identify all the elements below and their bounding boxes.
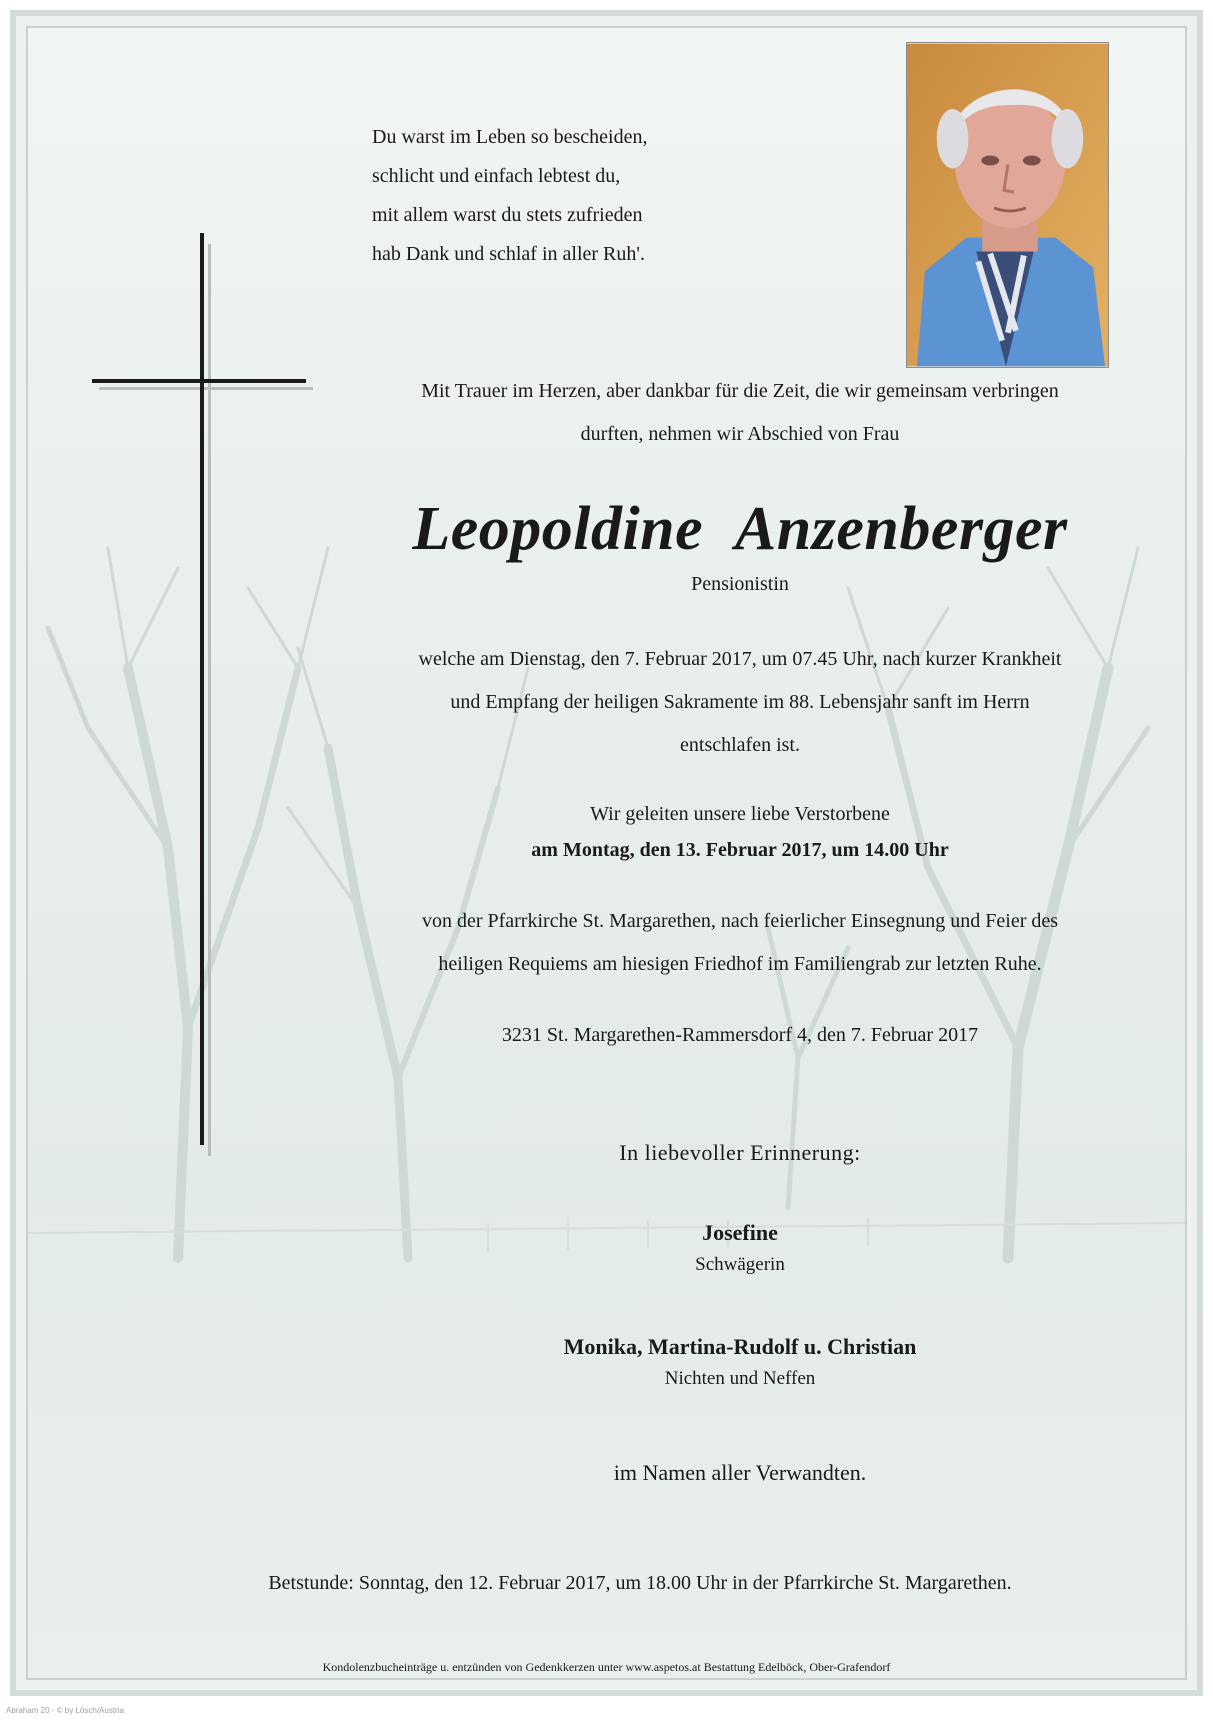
intro-line: durften, nehmen wir Abschied von Frau xyxy=(580,423,900,445)
prayer-hour: Betstunde: Sonntag, den 12. Februar 2017, um 18.00 Uhr in der Pfarrkirche St. Margarethen. xyxy=(268,1572,1012,1594)
mourners-heading: In liebevoller Erinnerung: xyxy=(619,1140,861,1165)
poem-line: mit allem warst du stets zufrieden xyxy=(372,204,643,226)
funeral-detail-line: heiligen Requiems am hiesigen Friedhof im Familiengrab zur letzten Ruhe. xyxy=(438,953,1042,975)
funeral-details xyxy=(330,900,1150,986)
portrait-photo xyxy=(906,42,1109,368)
mourner-names: Josefine xyxy=(702,1220,778,1245)
mourners-closing: im Namen aller Verwandten. xyxy=(613,1460,867,1485)
deceased-occupation: Pensionistin xyxy=(691,573,789,595)
notice-line: und Empfang der heiligen Sakramente im 88. Lebensjahr sanft im Herrn xyxy=(450,691,1030,713)
intro-line: Mit Trauer im Herzen, aber dankbar für die Zeit, die wir gemeinsam verbringen xyxy=(421,380,1059,402)
notice-line: welche am Dienstag, den 7. Februar 2017, um 07.45 Uhr, nach kurzer Krankheit xyxy=(418,648,1062,670)
death-notice xyxy=(330,638,1150,767)
deceased-name: Leopoldine Anzenberger xyxy=(412,495,1068,563)
poem-line: hab Dank und schlaf in aller Ruh'. xyxy=(372,243,645,265)
notice-line: entschlafen ist. xyxy=(680,734,800,756)
funeral-detail-line: von der Pfarrkirche St. Margarethen, nach feierlicher Einsegnung und Feier des xyxy=(421,910,1059,932)
funeral-datetime: am Montag, den 13. Februar 2017, um 14.00 Uhr xyxy=(531,839,949,861)
funeral-lead: Wir geleiten unsere liebe Verstorbene xyxy=(590,803,890,825)
poem-line: Du warst im Leben so bescheiden, xyxy=(372,126,648,148)
poem xyxy=(372,118,792,274)
cross-vertical-bar xyxy=(200,233,204,1145)
intro-text xyxy=(330,370,1150,456)
funeral-info xyxy=(330,796,1150,868)
copyright-credit: Abraham 20 - © by Lösch/Austria xyxy=(6,1706,124,1715)
footer-note: Kondolenzbucheinträge u. entzünden von Gedenkkerzen unter www.aspetos.at Bestattung Edelböck, Ober-Grafendorf xyxy=(322,1660,891,1674)
cross-shadow-horizontal xyxy=(99,387,313,390)
poem-line: schlicht und einfach lebtest du, xyxy=(372,165,621,187)
mourner-relation: Schwägerin xyxy=(695,1254,785,1275)
place-date: 3231 St. Margarethen-Rammersdorf 4, den 7. Februar 2017 xyxy=(501,1024,979,1046)
mourner-relation: Nichten und Neffen xyxy=(664,1368,816,1389)
cross-horizontal-bar xyxy=(92,379,306,383)
mourner-names: Monika, Martina-Rudolf u. Christian xyxy=(563,1334,917,1359)
